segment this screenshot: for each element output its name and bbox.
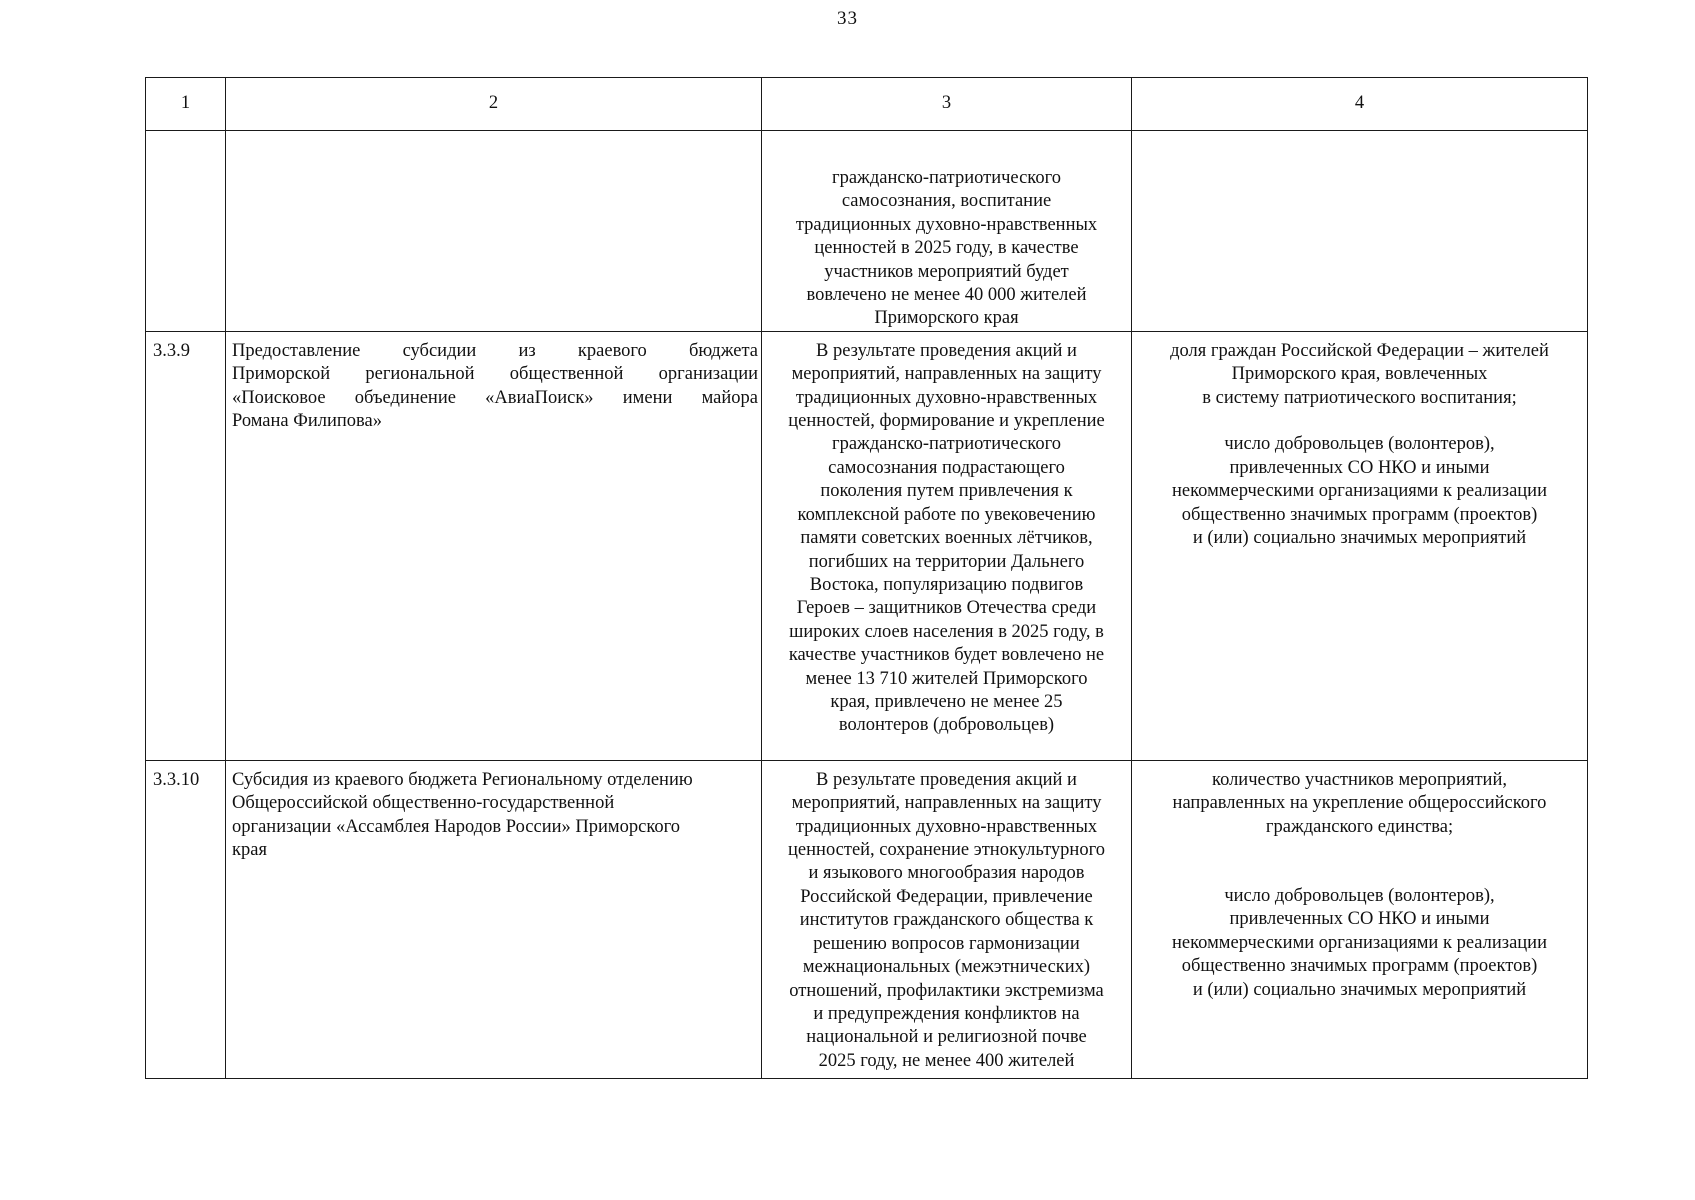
- text-line: традиционных духовно-нравственных: [795, 214, 1098, 235]
- text-line: гражданско-патриотического: [832, 434, 1061, 455]
- cell-expected-result: [762, 331, 1132, 760]
- text-line: гражданского единства;: [1265, 816, 1454, 837]
- text-line: волонтеров (добровольцев): [838, 715, 1055, 736]
- spacer: [1137, 839, 1582, 885]
- text-line: доля граждан Российской Федерации – жителей: [1170, 340, 1549, 361]
- text-line: Приморского края: [874, 308, 1019, 329]
- text-line: края, привлечено не менее 25: [830, 691, 1063, 712]
- text-line: и (или) социально значимых мероприятий: [1192, 979, 1527, 1000]
- text-line: решению вопросов гармонизации: [813, 933, 1080, 954]
- text-line: поколения путем привлечения к: [820, 481, 1073, 502]
- spacer: [1137, 410, 1582, 433]
- measures-table: [145, 77, 1588, 1079]
- text-line: национальной и религиозной почве: [806, 1027, 1087, 1048]
- text-line: и предупреждения конфликтов на: [813, 1003, 1080, 1024]
- text-line: Предоставление субсидии из краевого бюджета: [232, 340, 758, 361]
- cell-expected-result: [762, 760, 1132, 1078]
- text-line: ценностей, формирование и укрепление: [788, 411, 1105, 432]
- text-line: привлеченных СО НКО и иными: [1229, 457, 1490, 478]
- text-line: организации «Ассамблея Народов России» Приморского: [232, 816, 680, 837]
- cell-measure-name: [226, 760, 762, 1078]
- text-line: Субсидия из краевого бюджета Региональному отделению: [232, 769, 693, 790]
- cell-measure-name: [226, 131, 762, 332]
- text-line: В результате проведения акций и: [816, 769, 1077, 790]
- text-line: институтов гражданского общества к: [799, 910, 1094, 931]
- text-line: В результате проведения акций и: [816, 340, 1077, 361]
- row-number: 3.3.9: [153, 340, 190, 361]
- text-line: комплексной работе по увековечению: [797, 504, 1096, 525]
- text-line: некоммерческими организациями к реализации: [1172, 932, 1547, 953]
- table-row-continuation: [146, 131, 1588, 332]
- text-line: некоммерческими организациями к реализации: [1172, 481, 1547, 502]
- text-line: качестве участников будет вовлечено не: [788, 645, 1105, 666]
- text-line: самосознания, воспитание: [841, 191, 1052, 212]
- text-line: Общероссийской общественно-государственной: [232, 793, 615, 814]
- text-line: Романа Филипова»: [232, 411, 383, 432]
- cell-number: [146, 131, 226, 332]
- text-line: широких слоев населения в 2025 году, в: [789, 621, 1104, 642]
- text-line: направленных на укрепление общероссийского: [1172, 793, 1547, 814]
- cell-number: [146, 331, 226, 760]
- text-line: традиционных духовно-нравственных: [795, 816, 1098, 837]
- text-line: края: [232, 840, 267, 861]
- text-line: участников мероприятий будет: [824, 261, 1069, 282]
- text-line: «Поисковое объединение «АвиаПоиск» имени майора: [232, 387, 758, 408]
- text-line: межнациональных (межэтнических): [802, 957, 1091, 978]
- text-line: вовлечено не менее 40 000 жителей: [806, 285, 1087, 306]
- cell-indicator: [1132, 131, 1588, 332]
- table-row-3-3-9: [146, 331, 1588, 760]
- text-line: мероприятий, направленных на защиту: [791, 793, 1102, 814]
- text-line: количество участников мероприятий,: [1212, 769, 1507, 790]
- text-line: ценностей, сохранение этнокультурного: [788, 840, 1105, 861]
- header-col-2: 2: [226, 78, 762, 131]
- cell-indicator: [1132, 760, 1588, 1078]
- header-col-1: 1: [146, 78, 226, 131]
- text-line: Приморской региональной общественной организации: [232, 364, 758, 385]
- header-col-4: 4: [1132, 78, 1588, 131]
- text-line: привлеченных СО НКО и иными: [1229, 909, 1490, 930]
- text-line: ценностей в 2025 году, в качестве: [814, 238, 1079, 259]
- cell-expected-result: [762, 131, 1132, 332]
- row-number: 3.3.10: [153, 769, 200, 790]
- header-col-3: 3: [762, 78, 1132, 131]
- text-line: в систему патриотического воспитания;: [1202, 387, 1517, 408]
- text-line: 2025 году, не менее 400 жителей: [818, 1050, 1075, 1071]
- text-line: мероприятий, направленных на защиту: [791, 364, 1102, 385]
- text-line: отношений, профилактики экстремизма: [789, 980, 1104, 1001]
- cell-measure-name: [226, 331, 762, 760]
- text-line: самосознания подрастающего: [828, 457, 1065, 478]
- text-line: и (или) социально значимых мероприятий: [1192, 528, 1527, 549]
- text-line: и языкового многообразия народов: [808, 863, 1085, 884]
- text-line: число добровольцев (волонтеров),: [1224, 886, 1495, 907]
- text-line: погибших на территории Дальнего: [808, 551, 1085, 572]
- text-line: гражданско-патриотического: [832, 168, 1061, 188]
- cell-number: [146, 760, 226, 1078]
- text-line: памяти советских военных лётчиков,: [800, 528, 1093, 549]
- cell-indicator: [1132, 331, 1588, 760]
- text-line: общественно значимых программ (проектов): [1181, 504, 1538, 525]
- text-line: общественно значимых программ (проектов): [1181, 956, 1538, 977]
- text-line: традиционных духовно-нравственных: [795, 387, 1098, 408]
- text-line: Востока, популяризацию подвигов: [809, 574, 1084, 595]
- text-line: Российской Федерации, привлечение: [800, 886, 1093, 907]
- text-line: Героев – защитников Отечества среди: [796, 598, 1097, 619]
- page-number: 33: [837, 8, 858, 29]
- table-header-row: [146, 78, 1588, 131]
- text-line: менее 13 710 жителей Приморского: [805, 668, 1088, 689]
- table-row-3-3-10: [146, 760, 1588, 1078]
- text-line: число добровольцев (волонтеров),: [1224, 434, 1495, 455]
- text-line: Приморского края, вовлеченных: [1231, 364, 1488, 385]
